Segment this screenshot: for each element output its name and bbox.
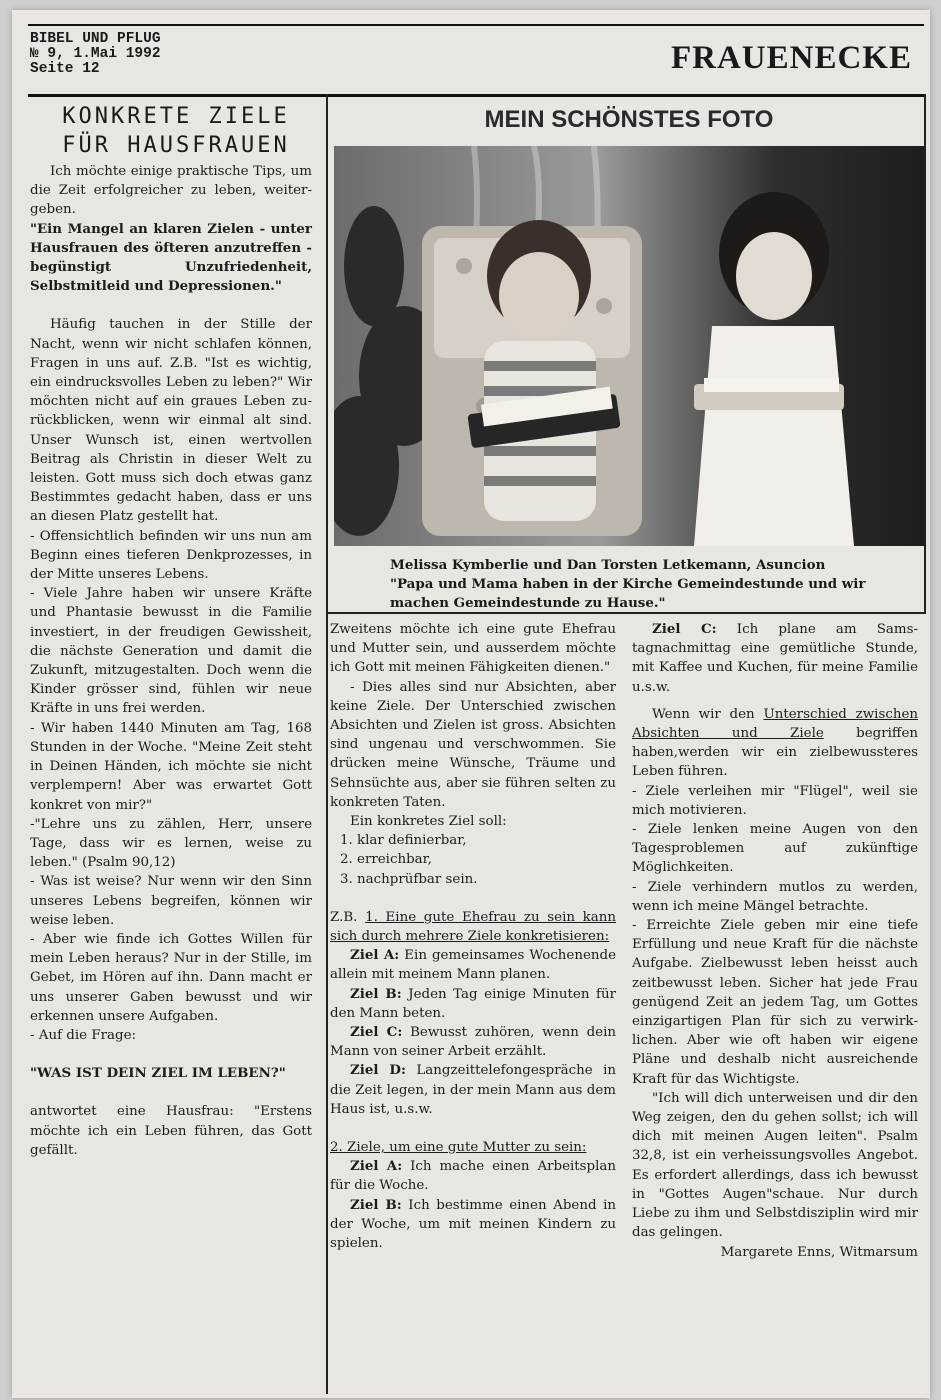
paragraph: - Aber wie finde ich Gottes Willen für mein Leben heraus? Nur in der Stille, im Gebet, im Hören auf ihn. Dann macht er uns unserer Gaben bewusst und wir erkennen unsere Aufgaben.	[30, 931, 312, 1024]
article-title-line-2: FÜR HAUSFRAUEN	[62, 133, 290, 158]
goal-label: Ziel A:	[350, 947, 400, 964]
article-title-line-1: KONKRETE ZIELE	[62, 104, 290, 129]
photo-caption-names: Melissa Kymberlie und Dan Torsten Letkemann, Asuncion	[390, 557, 826, 573]
pull-quote: "Ein Mangel an klaren Zielen - unter Hausfrauen des öfteren anzutreffen - begünstigt Unzufriedenheit, Selbstmitleid und Depressionen."	[30, 220, 312, 295]
masthead-meta	[30, 32, 161, 77]
goal-label: Ziel B:	[350, 1196, 402, 1213]
underlined-phrase: Unterschied zwischen Absichten und Ziele	[632, 706, 918, 742]
paragraph: - Dies alles sind nur Absichten, aber keine Ziele. Der Unterschied zwischen Absichten und Zielen ist gross. Absichten sind ungenau und verschwommen. Sie drücken meine Wünsche, Träume und Sehnsüchte aus, aber sie führen selten zu konkreten Taten.	[330, 679, 616, 810]
paragraph-text: begriffen haben,werden wir ein zielbewussteres Leben führen.	[632, 726, 918, 780]
goal-text: Langzeittelefongespräche in die Zeit legen, in der mein Mann aus dem Haus ist, u.s.w.	[330, 1063, 617, 1117]
goal-label: Ziel C:	[350, 1024, 403, 1041]
goal-item	[330, 1196, 616, 1254]
paragraph	[632, 705, 918, 782]
paragraph: - Viele Jahre haben wir unsere Kräfte und Phantasie bewusst in die Familie investiert, in der freudigen Gewissheit, die nächste Generation und damit die Zukunft, mitzugestalten. Doch wenn die Kinder grösser sind, fühlen wir neue Kräfte in uns frei werden.	[30, 586, 312, 717]
photo-heading: MEIN SCHÖNSTES FOTO	[484, 106, 774, 133]
goal-label: Ziel B:	[350, 985, 402, 1002]
publication-name: BIBEL UND PFLUG	[30, 31, 161, 47]
masthead-bottom-rule	[28, 94, 924, 97]
goal-item	[632, 620, 918, 697]
issue-number: № 9, 1.Mai 1992	[30, 46, 161, 62]
article-column-2	[330, 620, 616, 1253]
paragraph: Zweitens möchte ich eine gute Ehefrau und Mutter sein, und ausserdem möchte ich Gott mit meinen Fähigkeiten dienen."	[330, 622, 616, 676]
paragraph: - Was ist weise? Nur wenn wir den Sinn unseres Lebens begreifen, können wir weise leben.	[30, 874, 312, 928]
goal-label: Ziel A:	[350, 1158, 403, 1175]
bullet-item: - Ziele verleihen mir "Flügel", weil sie mich motivieren.	[632, 783, 918, 818]
goal-text: Jeden Tag einige Minuten für den Mann beten.	[330, 986, 616, 1021]
author-signature: Margarete Enns, Witmarsum	[720, 1244, 918, 1260]
paragraph-text: Wenn wir den	[652, 706, 764, 722]
page-number: Seite 12	[30, 61, 100, 77]
paragraph: - Offensichtlich befinden wir uns nun am Beginn eines tieferen Denkprozesses, in der Mitte unseres Lebens.	[30, 528, 312, 583]
masthead-top-rule	[28, 24, 924, 26]
goal-label: Ziel D:	[350, 1062, 406, 1079]
goal-item	[330, 1061, 616, 1119]
section-title: FRAUENECKE	[670, 40, 912, 76]
bullet-item: - Ziele verhindern mutlos zu werden, wenn ich meine Mängel betrachte.	[632, 879, 918, 914]
photo-box-rule-right	[924, 94, 926, 614]
photo-illustration	[334, 146, 924, 546]
list-item: 2. erreichbar,	[340, 852, 432, 868]
subheading-prefix: Z.B.	[330, 909, 366, 925]
goal-label: Ziel C:	[652, 621, 717, 637]
photo-caption-quote: "Papa und Mama haben in der Kirche Gemeindestunde und wir machen Gemeindestunde zu Hause."	[390, 576, 866, 611]
goal-item	[330, 985, 616, 1023]
article-column-1	[30, 162, 312, 1160]
bullet-item: - Ziele lenken meine Augen von den Tagesproblemen auf zukünftige Möglichkeiten.	[632, 822, 918, 876]
paragraph: - Wir haben 1440 Minuten am Tag, 168 Stunden in der Woche. "Meine Zeit steht in Deinen Händen, ich möchte sie nicht verplempern! Aber was erwartet Gott konkret von mir?"	[30, 720, 312, 813]
subheading-marriage	[330, 908, 616, 946]
paragraph: -"Lehre uns zu zählen, Herr, unsere Tage, dass wir es lernen, weise zu leben." (Psalm 90,12)	[30, 816, 312, 871]
paragraph: Häufig tauchen in der Stille der Nacht, wenn wir nicht schlafen können, Fragen in uns auf. Z.B. "Ist es wichtig, ein eindrucksvolles Leben zu leben?" Wir möchten nicht auf ein graues Leben zurückblicken, wenn wir einmal alt sind. Unser Wunsch ist, einen wertvollen Beitrag als Christin in dieser Welt zu leisten. Gott muss sich doch etwas ganz Bestimmtes gedacht haben, dass er uns an diesen Platz gestellt hat.	[30, 317, 312, 525]
goal-item	[330, 946, 616, 984]
goal-item	[330, 1023, 616, 1061]
photo-caption	[390, 556, 910, 613]
paragraph: - Auf die Frage:	[30, 1027, 137, 1043]
goal-text: Bewusst zuhören, wenn dein Mann von seiner Arbeit erzählt.	[330, 1025, 617, 1060]
goal-text: Ich plane am Samstagnachmittag eine gemütliche Stunde, mit Kaffee und Kuchen, für meine Familie u.s.w.	[632, 622, 918, 695]
paragraph: Ein konkretes Ziel soll:	[350, 814, 507, 830]
goal-text: Ich mache einen Arbeitsplan für die Woche.	[330, 1159, 617, 1194]
article-title	[28, 102, 324, 160]
article-column-3	[632, 620, 918, 1262]
question-heading: "WAS IST DEIN ZIEL IM LEBEN?"	[30, 1065, 286, 1082]
column-rule-left	[326, 94, 328, 1394]
paragraph: Ich möchte einige praktische Tips, um die Zeit erfolgreicher zu leben, weitergeben.	[30, 164, 312, 218]
list-item: 1. klar definierbar,	[340, 833, 467, 849]
paragraph: antwortet eine Hausfrau: "Erstens möchte ich ein Leben führen, das Gott gefällt.	[30, 1104, 312, 1158]
subheading-underlined: 1. Eine gute Ehefrau zu sein kann sich durch mehrere Ziele konkretisieren:	[330, 909, 616, 945]
goal-item	[330, 1157, 616, 1195]
goal-text: Ein gemeinsames Wochenende allein mit meinem Mann planen.	[330, 948, 616, 983]
scripture-quote: "Ich will dich unterweisen und dir den Weg zeigen, den du gehen sollst; ich will dich mit meinen Augen leiten". Psalm 32,8, ist ein verheissungsvolles Angebot. Es erfordert allerdings, dass ich bewusst in "Gottes Augen"schaue. Nur durch Liebe zu ihm und Selbstdisziplin wird mir das gelingen.	[632, 1090, 918, 1241]
newspaper-page	[12, 10, 930, 1398]
list-item: 3. nachprüfbar sein.	[340, 871, 478, 887]
goal-text: Ich bestimme einen Abend in der Woche, um mit meinen Kindern zu spielen.	[330, 1197, 616, 1252]
photo-children-reading	[334, 146, 924, 546]
subheading-mother: 2. Ziele, um eine gute Mutter zu sein:	[330, 1140, 587, 1156]
bullet-item: - Erreichte Ziele geben mir eine tiefe Erfüllung und neue Kraft für die nächste Aufgabe. Zielbewusst leben heisst auch zeitbewusst leben. Sicher hat jede Frau genügend Zeit an jedem Tag, um Gottes einzigartigen Plan für sich zu verwirklichen. Aber wie oft haben wir eigene Pläne und deshalb nicht ausreichende Kraft für das Wichtigste.	[632, 918, 918, 1087]
